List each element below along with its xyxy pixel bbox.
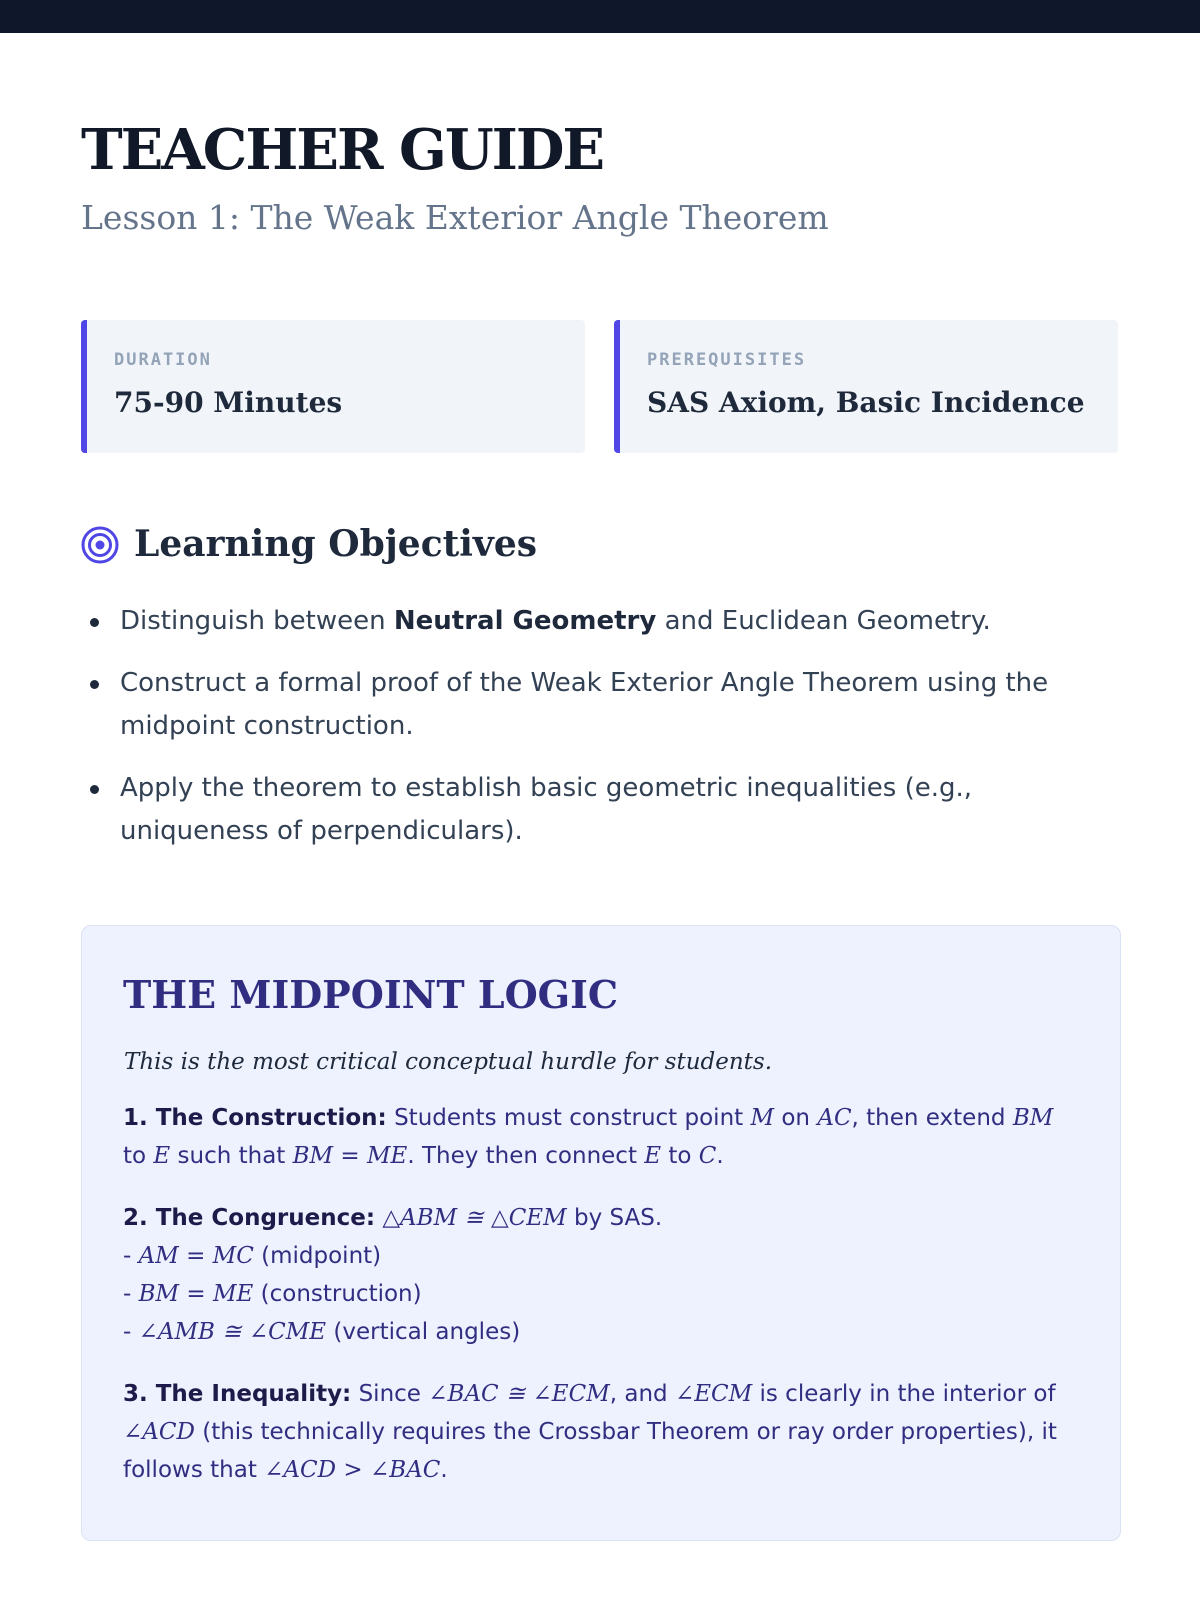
objective-item: Construct a formal proof of the Weak Exterior Angle Theorem using the midpoint construction. <box>81 662 1121 748</box>
step-label: 3. The Inequality: <box>123 1381 352 1407</box>
bullet-icon <box>90 680 99 689</box>
prerequisites-label: PREREQUISITES <box>647 350 807 370</box>
prerequisites-value: SAS Axiom, Basic Incidence <box>647 386 1085 419</box>
midpoint-logic-title: THE MIDPOINT LOGIC <box>123 972 619 1017</box>
objectives-list <box>81 600 1121 872</box>
target-icon <box>81 526 119 564</box>
step-label: 2. The Congruence: <box>123 1205 376 1231</box>
step-congruence: 2. The Congruence: △ABM ≅ △CEM by SAS. - AM = MC (midpoint) - BM = ME (construction) - ∠AMB ≅ ∠CME (vertical angles) <box>123 1205 663 1345</box>
emphasis-neutral-geometry: Neutral Geometry <box>393 606 657 636</box>
step-construction: 1. The Construction: Students must construct point M on AC, then extend BM to E such that BM = ME. They then connect E to C. <box>123 1105 1054 1169</box>
objective-item: Distinguish between Neutral Geometry and Euclidean Geometry. <box>81 600 1121 643</box>
duration-value: 75-90 Minutes <box>114 386 343 419</box>
step-label: 1. The Construction: <box>123 1105 387 1131</box>
objectives-title: Learning Objectives <box>134 523 538 565</box>
midpoint-logic-note: This is the most critical conceptual hurdle for students. <box>124 1049 773 1075</box>
bullet-icon <box>90 785 99 794</box>
objective-item: Apply the theorem to establish basic geometric inequalities (e.g., uniqueness of perpendiculars). <box>81 767 1121 853</box>
duration-label: DURATION <box>114 350 212 370</box>
duration-card <box>81 320 585 453</box>
top-bar <box>0 0 1200 33</box>
lesson-subtitle: Lesson 1: The Weak Exterior Angle Theorem <box>81 198 829 237</box>
page-title: TEACHER GUIDE <box>81 117 604 183</box>
bullet-icon <box>90 618 99 627</box>
midpoint-logic-steps <box>123 1099 1083 1513</box>
midpoint-logic-box <box>81 925 1121 1541</box>
step-inequality: 3. The Inequality: Since ∠BAC ≅ ∠ECM, and ∠ECM is clearly in the interior of ∠ACD (this technically requires the Crossbar Theorem or ray order properties), it follows that ∠ACD > ∠BAC. <box>123 1381 1057 1483</box>
prerequisites-card <box>614 320 1118 453</box>
